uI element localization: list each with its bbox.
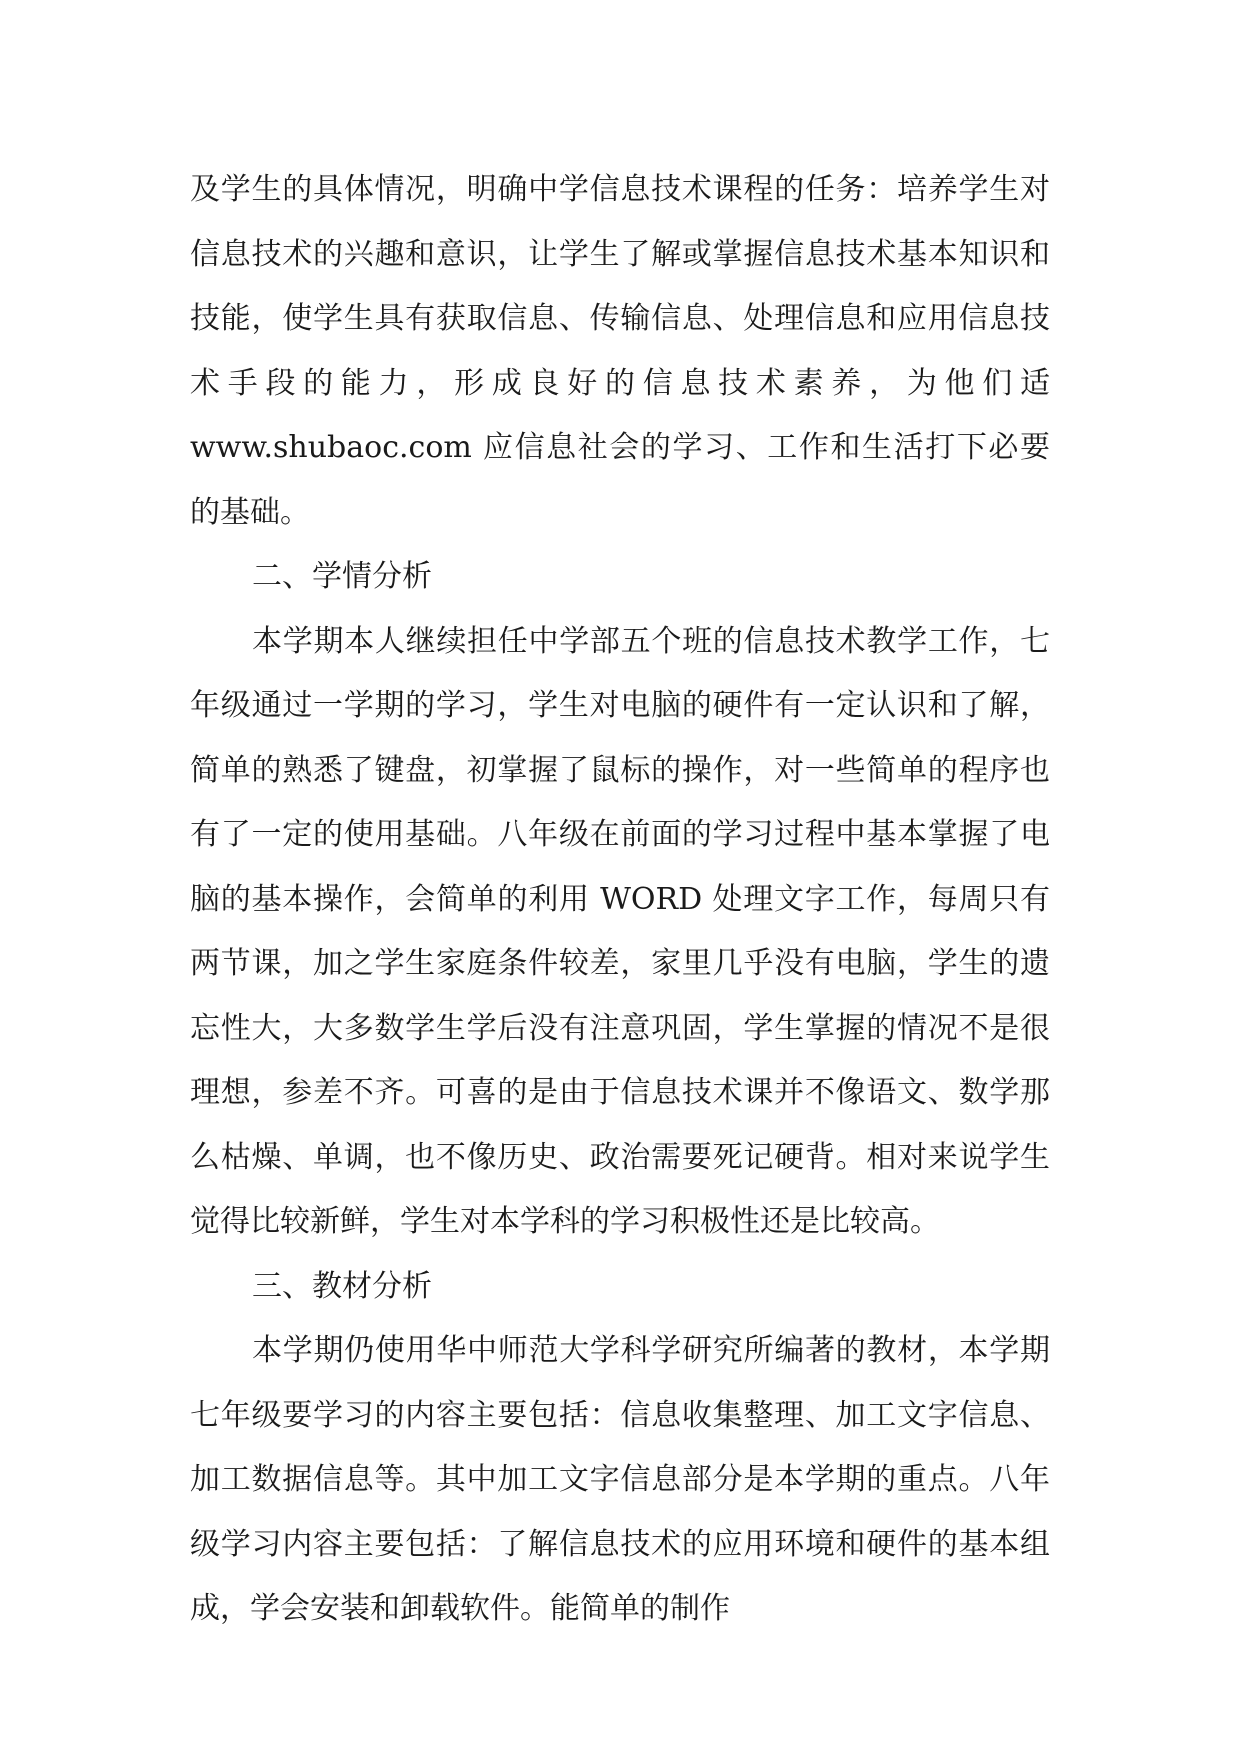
paragraph-task-continued: 及学生的具体情况，明确中学信息技术课程的任务：培养学生对信息技术的兴趣和意识，让学生了解或掌握信息技术基本知识和技能，使学生具有获取信息、传输信息、处理信息和应用信息技术手段的能力，形成良好的信息技术素养，为他们适 www.shubaoc.com 应信息社会的学习、工作和生活打下必要的基础。 [190,172,1050,530]
heading-learning-analysis: 二、学情分析 [252,559,432,594]
paragraph-textbook-analysis: 本学期仍使用华中师范大学科学研究所编著的教材，本学期七年级要学习的内容主要包括：信息收集整理、加工文字信息、加工数据信息等。其中加工文字信息部分是本学期的重点。八年级学习内容主要包括：了解信息技术的应用环境和硬件的基本组成，学会安装和卸载软件。能简单的制作 [190,1333,1050,1626]
heading-textbook-analysis: 三、教材分析 [252,1268,432,1304]
document-page [190,158,1050,1642]
paragraph-learning-analysis: 本学期本人继续担任中学部五个班的信息技术教学工作，七年级通过一学期的学习，学生对电脑的硬件有一定认识和了解，简单的熟悉了键盘，初掌握了鼠标的操作，对一些简单的程序也有了一定的使用基础。八年级在前面的学习过程中基本掌握了电脑的基本操作，会简单的利用 WORD 处理文字工作，每周只有两节课，加之学生家庭条件较差，家里几乎没有电脑，学生的遗忘性大，大多数学生学后没有注意巩固，学生掌握的情况不是很理想，参差不齐。可喜的是由于信息技术课并不像语文、数学那么枯燥、单调，也不像历史、政治需要死记硬背。相对来说学生觉得比较新鲜，学生对本学科的学习积极性还是比较高。 [190,623,1050,1239]
